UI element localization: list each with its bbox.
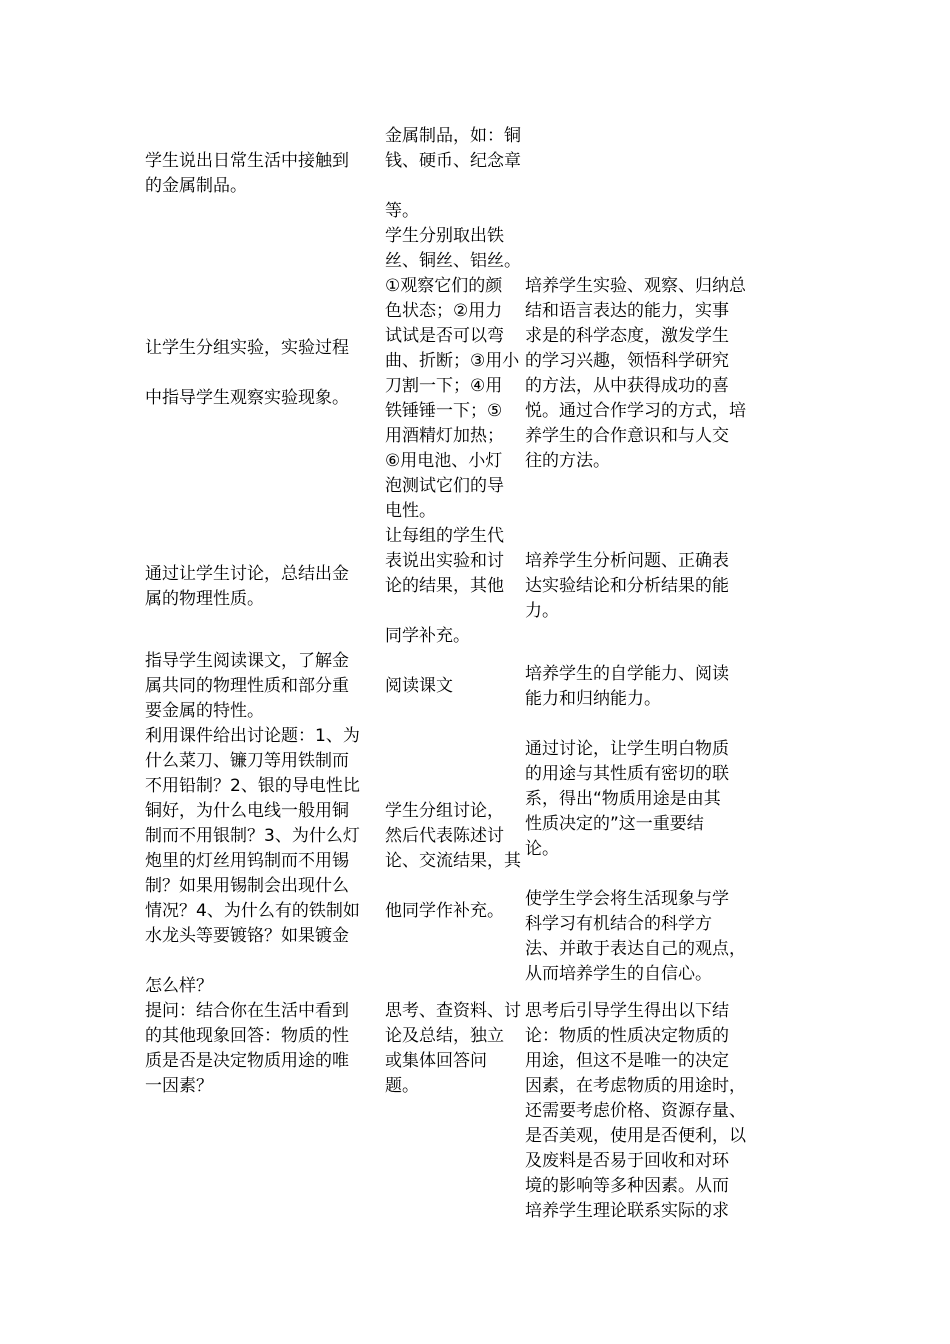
row1-teacher-activity: 学生说出日常生活中接触到 的金属制品。	[145, 151, 349, 196]
row6-design-intent: 思考后引导学生得出以下结 论：物质的性质决定物质的 用途，但这不是唯一的决定 因素，在考虑物质的用途时， 还需要考虑价格、资源存量、 是否美观，使用是否便利，以 及废料是否易于回收和对环 境的影响等多种因素。从而 培养学生理论联系实际的求	[525, 1001, 746, 1221]
row5-design-intent-a: 通过讨论，让学生明白物质 的用途与其性质有密切的联 系，得出“物质用途是由其 性质决定的”这一重要结 论。	[525, 739, 729, 859]
row3-design-intent: 培养学生分析问题、正确表 达实验结论和分析结果的能 力。	[525, 551, 729, 621]
row4-design-intent: 培养学生的自学能力、阅读 能力和归纳能力。	[525, 664, 729, 709]
row4-student-activity: 阅读课文	[385, 676, 453, 696]
row6-teacher-activity: 提问：结合你在生活中看到 的其他现象回答：物质的性 质是否是决定物质用途的唯 一因素？	[145, 1001, 349, 1096]
row2-teacher-activity: 让学生分组实验，实验过程 中指导学生观察实验现象。	[145, 338, 349, 408]
row1-student-activity: 金属制品，如：铜 钱、硬币、纪念章 等。	[385, 126, 521, 221]
row5-design-intent-b: 使学生学会将生活现象与学 科学习有机结合的科学方 法、并敢于表达自己的观点， 从而培养学生的自信心。	[525, 889, 746, 984]
row4-teacher-activity: 指导学生阅读课文，了解金 属共同的物理性质和部分重 要金属的特性。	[145, 651, 349, 721]
row3-teacher-activity: 通过让学生讨论，总结出金 属的物理性质。	[145, 564, 349, 609]
row5-teacher-activity: 利用课件给出讨论题：1、为 什么菜刀、镰刀等用铁制而 不用铅制？2、银的导电性比 铜好，为什么电线一般用铜 制而不用银制？3、为什么灯 炮里的灯丝用钨制而不用锡 制？如果用锡制会出现什么 情况？4、为什么有的铁制如 水龙头等要镀铬？如果镀金 怎么样？	[145, 726, 360, 996]
row6-student-activity: 思考、查资料、讨 论及总结，独立 或集体回答问 题。	[385, 1001, 521, 1096]
row5-student-activity: 学生分组讨论， 然后代表陈述讨 论、交流结果，其 他同学作补充。	[385, 801, 521, 921]
row2-design-intent: 培养学生实验、观察、归纳总 结和语言表达的能力，实事 求是的科学态度，激发学生 的学习兴趣，领悟科学研究 的方法，从中获得成功的喜 悦。通过合作学习的方式，培 养学生的合作意识和与人交 往的方法。	[525, 276, 746, 471]
row2-student-activity: 学生分别取出铁 丝、铜丝、铝丝。 ①观察它们的颜 色状态；②用力 试试是否可以弯 曲、折断；③用小 刀割一下；④用 铁锤锤一下；⑤ 用酒精灯加热； ⑥用电池、小灯 泡测试它们的导 电性。	[385, 226, 521, 521]
row3-student-activity: 让每组的学生代 表说出实验和讨 论的结果，其他 同学补充。	[385, 526, 504, 646]
